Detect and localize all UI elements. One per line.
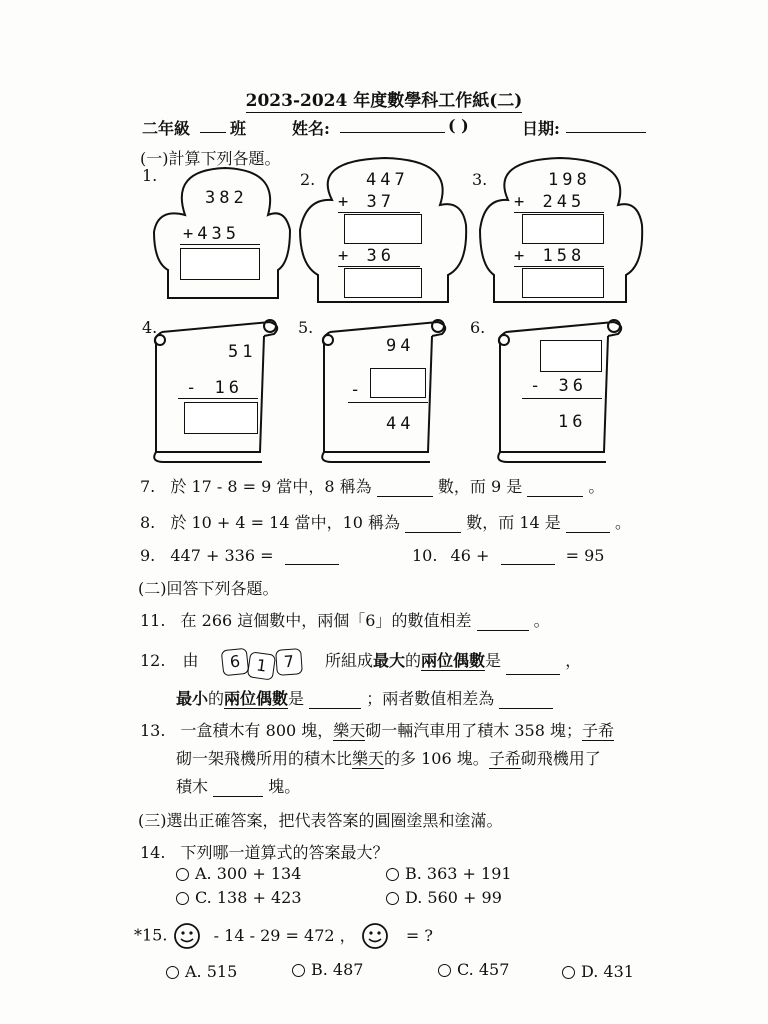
problem-2-addend-b: + 37 xyxy=(338,192,395,212)
problem-6-number: 6. xyxy=(470,318,486,337)
q9-number: 9. xyxy=(140,546,156,565)
problem-2-rule-2 xyxy=(338,266,420,267)
q14-option-b-label: B. 363 + 191 xyxy=(405,864,512,883)
q12-text-a: 所組成 xyxy=(324,651,373,670)
question-13-line-3 xyxy=(176,774,300,797)
problem-4-number: 4. xyxy=(142,318,158,337)
q15-option-d-label: D. 431 xyxy=(581,962,634,981)
q11-text: 在 266 這個數中，兩個「6」的數值相差 xyxy=(180,611,472,630)
question-11 xyxy=(140,608,550,631)
question-13-line-2 xyxy=(176,746,601,769)
q14-option-d-label: D. 560 + 99 xyxy=(405,888,502,907)
page-title: 2023-2024 年度數學科工作紙(二) xyxy=(245,91,523,111)
q11-blank[interactable] xyxy=(477,616,529,631)
problem-1-addend-b: +435 xyxy=(183,224,240,244)
problem-4-rule xyxy=(178,398,258,399)
q14-text: 下列哪一道算式的答案最大？ xyxy=(180,843,389,862)
q14-option-a[interactable] xyxy=(176,864,301,883)
problem-5-rule xyxy=(348,402,428,403)
question-9 xyxy=(140,546,339,565)
q8-text-b: 數，而 14 是 xyxy=(466,513,561,532)
q8-text-a: 於 10 + 4 = 14 當中，10 稱為 xyxy=(170,513,401,532)
problem-3-number: 3. xyxy=(472,170,488,189)
problem-4-answer-box[interactable] xyxy=(184,402,258,434)
class-number-paren: ( ) xyxy=(448,116,469,135)
q12-line2-e: ；兩者數值相差為 xyxy=(366,689,495,708)
q12-end: ， xyxy=(565,651,582,670)
question-7 xyxy=(140,474,604,497)
question-13 xyxy=(140,718,614,741)
q13-line1-b: 砌一輛汽車用了積木 358 塊； xyxy=(365,721,582,740)
q8-blank-2[interactable] xyxy=(566,518,610,533)
problem-1-answer-box[interactable] xyxy=(180,248,260,280)
grade-label: 二年級 xyxy=(142,119,191,138)
q13-line2-b: 的多 106 塊。 xyxy=(384,749,489,768)
problem-2-answer-box-2[interactable] xyxy=(344,268,422,298)
radio-circle-icon[interactable] xyxy=(438,964,451,977)
radio-circle-icon[interactable] xyxy=(166,966,179,979)
radio-circle-icon[interactable] xyxy=(176,868,189,881)
problem-2-addend-a: 447 xyxy=(366,170,409,190)
q15-option-a-label: A. 515 xyxy=(185,962,238,981)
q14-option-d[interactable] xyxy=(386,888,502,907)
q15-option-c[interactable] xyxy=(438,960,509,979)
problem-1-rule xyxy=(180,244,260,245)
q12-line2-b: 的 xyxy=(208,689,225,708)
q8-number: 8. xyxy=(140,513,156,532)
q8-end: 。 xyxy=(614,513,631,532)
problem-6-answer-box[interactable] xyxy=(540,340,602,372)
problem-2-addend-c: + 36 xyxy=(338,246,395,266)
problem-3-answer-box-1[interactable] xyxy=(522,214,604,244)
radio-circle-icon[interactable] xyxy=(562,966,575,979)
q7-end: 。 xyxy=(588,477,605,496)
q13-name-1: 樂天 xyxy=(333,721,366,740)
radio-circle-icon[interactable] xyxy=(292,964,305,977)
problem-6-difference: 16 xyxy=(558,412,587,432)
q14-number: 14. xyxy=(140,843,166,862)
q11-end: 。 xyxy=(533,611,550,630)
problem-3-addend-b: + 245 xyxy=(514,192,586,212)
problem-3-answer-box-2[interactable] xyxy=(522,268,604,298)
q10-text-b: = 95 xyxy=(565,546,605,565)
q12-line2-d: 是 xyxy=(288,689,305,708)
problem-1-addend-a: 382 xyxy=(205,188,248,208)
radio-circle-icon[interactable] xyxy=(386,892,399,905)
problem-5-difference: 44 xyxy=(386,414,415,434)
digit-tile-2: 1 xyxy=(247,651,276,680)
problem-5-number: 5. xyxy=(298,318,314,337)
smiley-face-icon xyxy=(173,922,201,950)
question-12-line-2 xyxy=(176,686,553,709)
q15-option-d[interactable] xyxy=(562,962,634,981)
question-10 xyxy=(412,546,604,565)
problem-6-subtrahend: - 36 xyxy=(530,376,587,396)
q9-blank[interactable] xyxy=(285,550,339,565)
q9-text: 447 + 336 = xyxy=(170,546,274,565)
smiley-face-icon xyxy=(361,922,389,950)
q15-option-b-label: B. 487 xyxy=(311,960,364,979)
section3-heading: (三)選出正確答案，把代表答案的圓圈塗黑和塗滿。 xyxy=(138,811,503,830)
q13-line3-b: 塊。 xyxy=(268,777,301,796)
radio-circle-icon[interactable] xyxy=(176,892,189,905)
problem-4-subtrahend: - 16 xyxy=(186,378,243,398)
q7-blank-1[interactable] xyxy=(377,482,433,497)
q13-line1-a: 一盒積木有 800 塊， xyxy=(180,721,334,740)
q7-text-b: 數，而 9 是 xyxy=(437,477,523,496)
date-label: 日期: xyxy=(522,119,560,138)
q12-blank-1[interactable] xyxy=(506,660,560,675)
problem-3-rule-1 xyxy=(514,212,604,213)
q15-tail: = ? xyxy=(405,925,433,945)
q13-line3-a: 積木 xyxy=(176,777,209,796)
problem-2-answer-box-1[interactable] xyxy=(344,214,422,244)
problem-5-minus-sign: - xyxy=(350,380,365,400)
q13-name-2: 子希 xyxy=(582,721,615,740)
q13-blank[interactable] xyxy=(213,782,263,797)
q12-blank-2[interactable] xyxy=(309,694,361,709)
q12-digit-tiles xyxy=(222,649,302,675)
q15-equation: - 14 - 29 = 472 ， xyxy=(213,925,356,945)
q13-line2-c: 砌飛機用了 xyxy=(520,749,601,768)
q7-text-a: 於 17 - 8 = 9 當中，8 稱為 xyxy=(170,477,372,496)
section2-heading: (二)回答下列各題。 xyxy=(138,579,279,598)
q15-number: *15. xyxy=(134,925,168,945)
section1-heading: (一)計算下列各題。 xyxy=(140,149,281,168)
name-label: 姓名: xyxy=(292,119,330,138)
q8-blank-1[interactable] xyxy=(405,518,461,533)
q13-line2-a: 砌一架飛機所用的積木比 xyxy=(176,749,353,768)
problem-5-minuend: 94 xyxy=(386,336,415,356)
q14-option-b[interactable] xyxy=(386,864,512,883)
q12-bold-b: 兩位偶數 xyxy=(420,651,485,670)
problem-2-number: 2. xyxy=(300,170,316,189)
digit-tile-3: 7 xyxy=(275,648,303,676)
question-12 xyxy=(140,648,581,675)
q13-name-3: 樂天 xyxy=(352,749,385,768)
problem-5-answer-box[interactable] xyxy=(370,368,426,398)
problem-1-number: 1. xyxy=(142,166,158,185)
problem-3-addend-c: + 158 xyxy=(514,246,586,266)
q10-number: 10. xyxy=(412,546,438,565)
radio-circle-icon[interactable] xyxy=(386,868,399,881)
problem-2-rule-1 xyxy=(338,212,420,213)
q12-text-b: 的 xyxy=(404,651,421,670)
q14-option-c-label: C. 138 + 423 xyxy=(195,888,302,907)
q15-option-a[interactable] xyxy=(166,962,237,981)
problem-3-addend-a: 198 xyxy=(548,170,591,190)
q12-line2-a: 最小 xyxy=(176,689,209,708)
question-15 xyxy=(134,922,433,950)
q7-number: 7. xyxy=(140,477,156,496)
problem-3-rule-2 xyxy=(514,266,604,267)
q14-option-a-label: A. 300 + 134 xyxy=(195,864,302,883)
q13-number: 13. xyxy=(140,721,166,740)
q15-option-c-label: C. 457 xyxy=(457,960,510,979)
q12-lead: 由 xyxy=(182,651,199,670)
problem-6-rule xyxy=(522,398,602,399)
q12-line2-c: 兩位偶數 xyxy=(224,689,289,708)
q12-number: 12. xyxy=(140,651,166,670)
q15-option-b[interactable] xyxy=(292,960,363,979)
q13-name-4: 子希 xyxy=(488,749,521,768)
class-label: 班 xyxy=(230,119,247,138)
q11-number: 11. xyxy=(140,611,166,630)
digit-tile-1: 6 xyxy=(220,647,249,676)
q10-text-a: 46 + xyxy=(450,546,490,565)
q12-bold-a: 最大 xyxy=(372,651,405,670)
question-14 xyxy=(140,840,389,863)
q10-blank[interactable] xyxy=(501,550,555,565)
problem-4-minuend: 51 xyxy=(228,342,257,362)
q7-blank-2[interactable] xyxy=(527,482,583,497)
q12-text-c: 是 xyxy=(485,651,502,670)
q14-option-c[interactable] xyxy=(176,888,302,907)
q12-blank-3[interactable] xyxy=(499,694,553,709)
question-8 xyxy=(140,510,631,533)
